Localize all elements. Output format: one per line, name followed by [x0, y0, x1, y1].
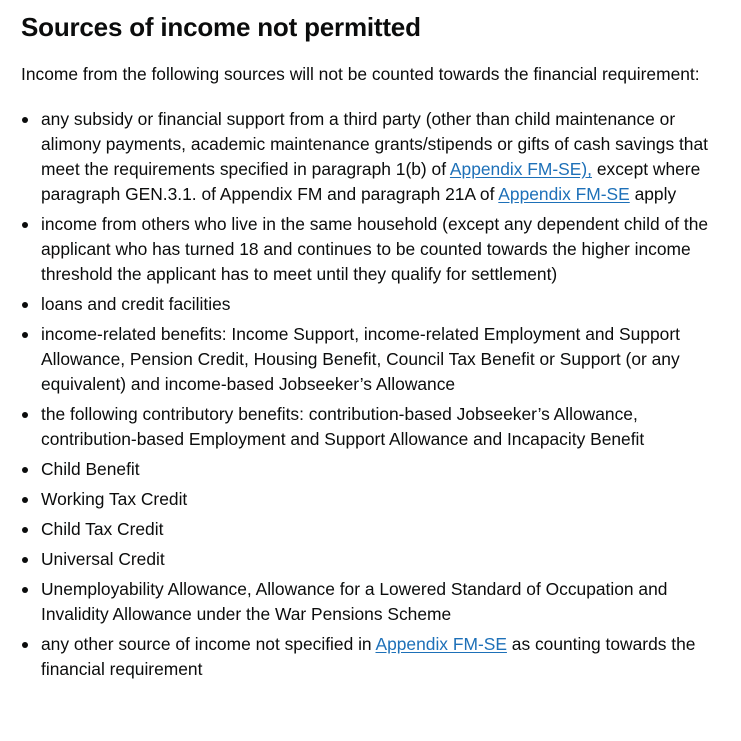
bullet-icon	[22, 527, 28, 533]
list-item-text: except where paragraph GEN.3.1. of Appendix FM and paragraph 21A of	[41, 159, 701, 204]
list-item-war-pensions	[21, 577, 731, 627]
appendix-fm-se-link[interactable]: Appendix FM-SE),	[449, 159, 592, 179]
appendix-fm-se-link[interactable]: Appendix FM-SE	[375, 634, 507, 654]
list-item-text: income-related benefits: Income Support, income-related Employment and Support Allowance, Pension Credit, Housing Benefit, Council Tax Benefit or Support (or any equivalent) and income-based Jobseeker’s Allowance	[41, 324, 680, 394]
list-item-universal-credit	[21, 547, 731, 572]
list-item-text: the following contributory benefits: contribution-based Jobseeker’s Allowance, contribution-based Employment and Support Allowance and Incapacity Benefit	[41, 404, 645, 449]
excluded-income-list	[21, 107, 741, 682]
bullet-icon	[22, 557, 28, 563]
list-item-child-benefit	[21, 457, 731, 482]
list-item-child-tax-credit	[21, 517, 731, 542]
bullet-icon	[22, 642, 28, 648]
bullet-icon	[22, 587, 28, 593]
bullet-icon	[22, 302, 28, 308]
bullet-icon	[22, 412, 28, 418]
list-item-text: loans and credit facilities	[41, 294, 231, 314]
list-item-text: Working Tax Credit	[41, 489, 188, 509]
section-heading: Sources of income not permitted	[21, 12, 421, 42]
bullet-icon	[22, 497, 28, 503]
list-item-other-sources	[21, 632, 731, 682]
bullet-icon	[22, 117, 28, 123]
bullet-icon	[22, 467, 28, 473]
list-item-working-tax-credit	[21, 487, 731, 512]
list-item-text: any subsidy or financial support from a third party (other than child maintenance or alimony payments, academic maintenance grants/stipends or gifts of cash savings that meet the requirements specified in paragraph 1(b) of	[41, 109, 708, 179]
intro-paragraph: Income from the following sources will not be counted towards the financial requirement:	[21, 64, 700, 84]
list-item-text: apply	[629, 184, 677, 204]
list-item-income-related-benefits	[21, 322, 731, 397]
list-item-text: Child Benefit	[41, 459, 140, 479]
list-item-household-income	[21, 212, 731, 287]
list-item-text: as counting towards the financial requirement	[41, 634, 696, 679]
list-item-loans	[21, 292, 731, 317]
bullet-icon	[22, 332, 28, 338]
list-item-text: any other source of income not specified in	[41, 634, 376, 654]
appendix-fm-se-link[interactable]: Appendix FM-SE	[498, 184, 630, 204]
bullet-icon	[22, 222, 28, 228]
list-item-text: Unemployability Allowance, Allowance for a Lowered Standard of Occupation and Invalidity Allowance under the War Pensions Scheme	[41, 579, 668, 624]
list-item-text: Universal Credit	[41, 549, 165, 569]
list-item-text: Child Tax Credit	[41, 519, 164, 539]
list-item-text: income from others who live in the same household (except any dependent child of the applicant who has turned 18 and continues to be counted towards the higher income threshold the applicant has to meet until they qualify for settlement)	[41, 214, 709, 284]
list-item-contributory-benefits	[21, 402, 731, 452]
list-item-third-party-support	[21, 107, 731, 207]
